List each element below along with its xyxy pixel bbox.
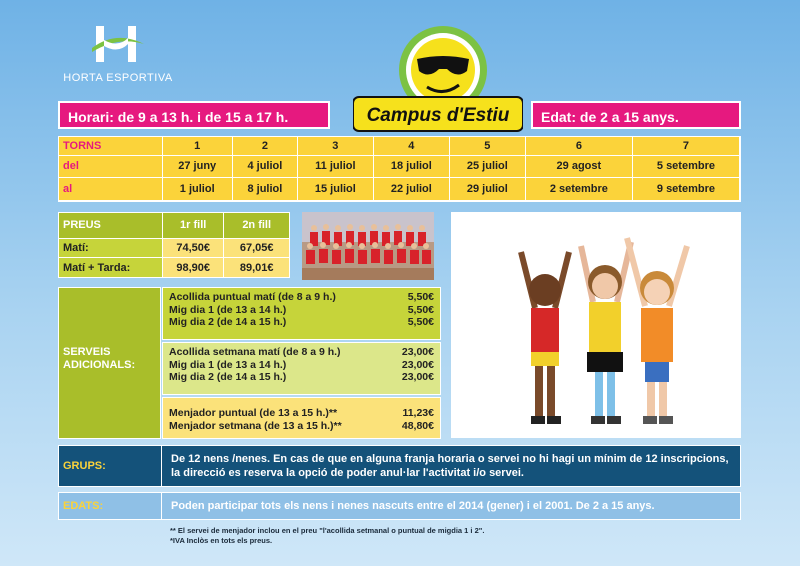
campus-title: Campus d'Estiu — [366, 105, 510, 126]
preus-row — [59, 258, 290, 278]
servei-price: 11,23€ — [402, 407, 434, 419]
logo-mark-icon — [90, 22, 146, 68]
servei-name: Mig dia 2 (de 14 a 15 h.) — [169, 371, 287, 383]
al-date: 9 setembre — [632, 178, 739, 201]
del-date: 29 agost — [525, 155, 632, 178]
al-date: 2 setembre — [525, 178, 632, 201]
servei-name: Menjador puntual (de 13 a 15 h.)** — [169, 407, 338, 419]
torn-number: 5 — [449, 137, 525, 155]
servei-name: Mig dia 1 (de 13 a 14 h.) — [169, 303, 287, 316]
edats-section — [58, 492, 741, 520]
servei-row — [169, 304, 434, 317]
servei-name: Mig dia 2 (de 14 a 15 h.) — [169, 316, 287, 328]
serveis-group-menjador — [162, 397, 441, 439]
del-date: 11 juliol — [297, 155, 373, 178]
campus-badge — [353, 25, 523, 135]
al-date: 22 juliol — [373, 178, 449, 201]
servei-name: Menjador setmana (de 13 a 15 h.)** — [169, 419, 342, 432]
servei-price: 23,00€ — [401, 346, 434, 358]
preus-col-1r: 1r fill — [163, 213, 224, 239]
torns-label: TORNS — [59, 137, 162, 155]
al-date: 1 juliol — [162, 178, 232, 201]
footnote-menjador: ** El servei de menjador inclou en el preu "l'acollida setmanal o puntual de migdia 1 i 2". — [170, 526, 485, 535]
servei-price: 23,00€ — [401, 371, 434, 383]
servei-price: 5,50€ — [407, 316, 434, 328]
horta-esportiva-logo — [58, 22, 178, 92]
team-photo-illustration — [302, 212, 434, 280]
al-date: 15 juliol — [297, 178, 373, 201]
torn-number: 2 — [232, 137, 297, 155]
preus-value: 74,50€ — [163, 238, 224, 258]
torn-number: 3 — [297, 137, 373, 155]
del-label: del — [59, 155, 162, 178]
kids-photo — [451, 212, 741, 438]
servei-row — [169, 407, 434, 420]
grups-text: De 12 nens /nenes. En cas de que en alguna franja horaria o servei no hi hagi un mínim de 12 inscripcions, la direcció es reserva la opció de poder anul·lar l'activitat i/o servei. — [171, 453, 729, 479]
del-date: 4 juliol — [232, 155, 297, 178]
brand-name: HORTA ESPORTIVA — [63, 72, 173, 84]
torn-number: 1 — [162, 137, 232, 155]
grups-label: GRUPS: — [59, 446, 162, 486]
grups-section — [58, 445, 741, 487]
del-date: 18 juliol — [373, 155, 449, 178]
edat-banner: Edat: de 2 a 15 anys. — [531, 101, 741, 129]
torn-number: 4 — [373, 137, 449, 155]
servei-price: 5,50€ — [407, 303, 434, 316]
servei-row — [169, 420, 434, 433]
del-date: 5 setembre — [632, 155, 739, 178]
torns-table — [58, 136, 741, 202]
preus-row-label: Matí + Tarda: — [59, 258, 163, 278]
preus-header-row — [59, 213, 290, 239]
team-photo — [302, 212, 434, 280]
del-date: 25 juliol — [449, 155, 525, 178]
del-date: 27 juny — [162, 155, 232, 178]
serveis-label: SERVEIS ADICIONALS: — [58, 287, 161, 439]
preus-table — [58, 212, 290, 278]
edats-text: Poden participar tots els nens i nenes nascuts entre el 2014 (gener) i el 2001. De 2 a 15 anys. — [171, 500, 655, 512]
kids-photo-illustration — [451, 212, 741, 438]
servei-row — [169, 359, 434, 372]
footnote-iva: *IVA Inclòs en tots els preus. — [170, 536, 273, 545]
smiley-sunglasses-icon — [353, 25, 523, 135]
serveis-group-acollida-puntual — [162, 287, 441, 340]
servei-name: Acollida setmana matí (de 8 a 9 h.) — [169, 346, 341, 358]
preus-value: 67,05€ — [224, 238, 290, 258]
servei-price: 5,50€ — [407, 291, 434, 303]
servei-row — [169, 316, 434, 329]
footnotes — [170, 526, 730, 546]
serveis-group-acollida-setmana — [162, 342, 441, 395]
serveis-section — [58, 287, 441, 439]
al-label: al — [59, 178, 162, 201]
preus-value: 89,01€ — [224, 258, 290, 278]
edats-label: EDATS: — [59, 493, 162, 519]
torns-del-row — [59, 155, 740, 178]
horari-banner: Horari: de 9 a 13 h. i de 15 a 17 h. — [58, 101, 330, 129]
servei-name: Mig dia 1 (de 13 a 14 h.) — [169, 358, 287, 371]
preus-col-2n: 2n fill — [224, 213, 290, 239]
al-date: 8 juliol — [232, 178, 297, 201]
torn-number: 7 — [632, 137, 739, 155]
preus-row-label: Matí: — [59, 238, 163, 258]
servei-row — [169, 346, 434, 359]
servei-row — [169, 291, 434, 304]
torns-header-row — [59, 137, 740, 155]
preus-value: 98,90€ — [163, 258, 224, 278]
servei-name: Acollida puntual matí (de 8 a 9 h.) — [169, 291, 336, 303]
servei-price: 23,00€ — [401, 358, 434, 371]
servei-row — [169, 371, 434, 384]
preus-label: PREUS — [59, 213, 163, 239]
al-date: 29 juliol — [449, 178, 525, 201]
torn-number: 6 — [525, 137, 632, 155]
torns-al-row — [59, 178, 740, 201]
servei-price: 48,80€ — [401, 419, 434, 432]
preus-row — [59, 238, 290, 258]
